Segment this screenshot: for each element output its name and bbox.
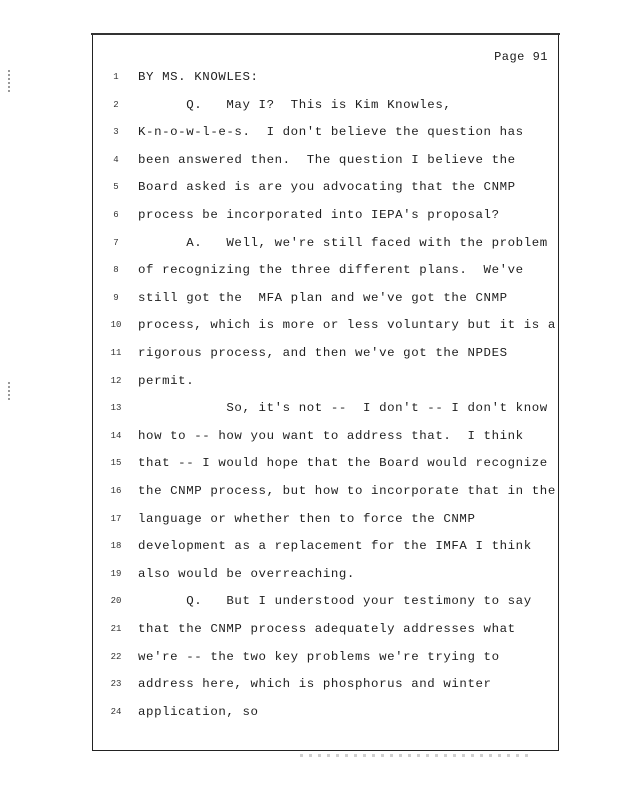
line-number: 5 (113, 182, 119, 193)
transcript-line: that the CNMP process adequately addresses what (138, 622, 516, 636)
line-number: 22 (110, 651, 122, 662)
transcript-line: that -- I would hope that the Board would recognize (138, 456, 548, 471)
transcript-line: BY MS. KNOWLES: (138, 70, 259, 84)
transcript-line: how to -- how you want to address that. I think (138, 428, 524, 443)
line-number: 17 (110, 513, 122, 524)
transcript-line: Q. May I? This is Kim Knowles, (138, 97, 452, 112)
transcript-line: rigorous process, and then we've got the NPDES (138, 346, 508, 360)
line-number: 23 (110, 679, 122, 690)
line-number: 19 (110, 568, 122, 579)
transcript-line: of recognizing the three different plans. We've (138, 263, 524, 278)
transcript-line: A. Well, we're still faced with the problem (138, 235, 548, 250)
line-number: 4 (113, 154, 119, 165)
line-number: 8 (113, 265, 119, 276)
line-number: 21 (110, 624, 122, 634)
line-number: 7 (113, 237, 119, 248)
transcript-line: development as a replacement for the IMFA I think (138, 539, 532, 554)
line-number: 1 (113, 72, 119, 82)
line-number: 16 (110, 486, 122, 496)
page-number: Page 91 (494, 50, 548, 64)
line-number: 10 (110, 320, 122, 331)
transcript-line: address here, which is phosphorus and winter (138, 677, 492, 692)
line-number: 6 (113, 210, 119, 220)
transcript-line: So, it's not -- I don't -- I don't know (138, 401, 548, 416)
line-number: 24 (110, 706, 122, 717)
transcript-line: permit. (138, 373, 195, 388)
line-number: 15 (110, 458, 122, 469)
transcript-line: language or whether then to force the CNMP (138, 511, 476, 526)
transcript-line: K-n-o-w-l-e-s. I don't believe the question has (138, 125, 524, 140)
transcript-line: we're -- the two key problems we're trying to (138, 649, 500, 664)
line-number: 13 (110, 403, 122, 414)
line-number: 11 (110, 348, 122, 358)
transcript-line: still got the MFA plan and we've got the CNMP (138, 290, 508, 305)
transcript-line: also would be overreaching. (138, 566, 355, 581)
transcript-line: Q. But I understood your testimony to say (138, 594, 532, 609)
transcript-line: Board asked is are you advocating that the CNMP (138, 180, 516, 195)
transcript-line: process, which is more or less voluntary but it is a (138, 318, 556, 333)
transcript-page (92, 34, 559, 751)
line-number: 18 (110, 541, 122, 552)
left-margin-mark (8, 382, 10, 400)
line-number: 3 (113, 127, 119, 138)
line-number: 9 (113, 292, 119, 303)
transcript-line: application, so (138, 704, 259, 719)
left-margin-mark (8, 70, 10, 92)
transcript-line: the CNMP process, but how to incorporate that in the (138, 484, 556, 498)
transcript-line: process be incorporated into IEPA's proposal? (138, 208, 500, 222)
line-number: 20 (110, 596, 122, 607)
line-number: 2 (113, 99, 119, 110)
line-number: 12 (110, 375, 122, 386)
transcript-line: been answered then. The question I believe the (138, 152, 516, 167)
line-number: 14 (110, 430, 122, 441)
scan-noise (300, 754, 530, 757)
